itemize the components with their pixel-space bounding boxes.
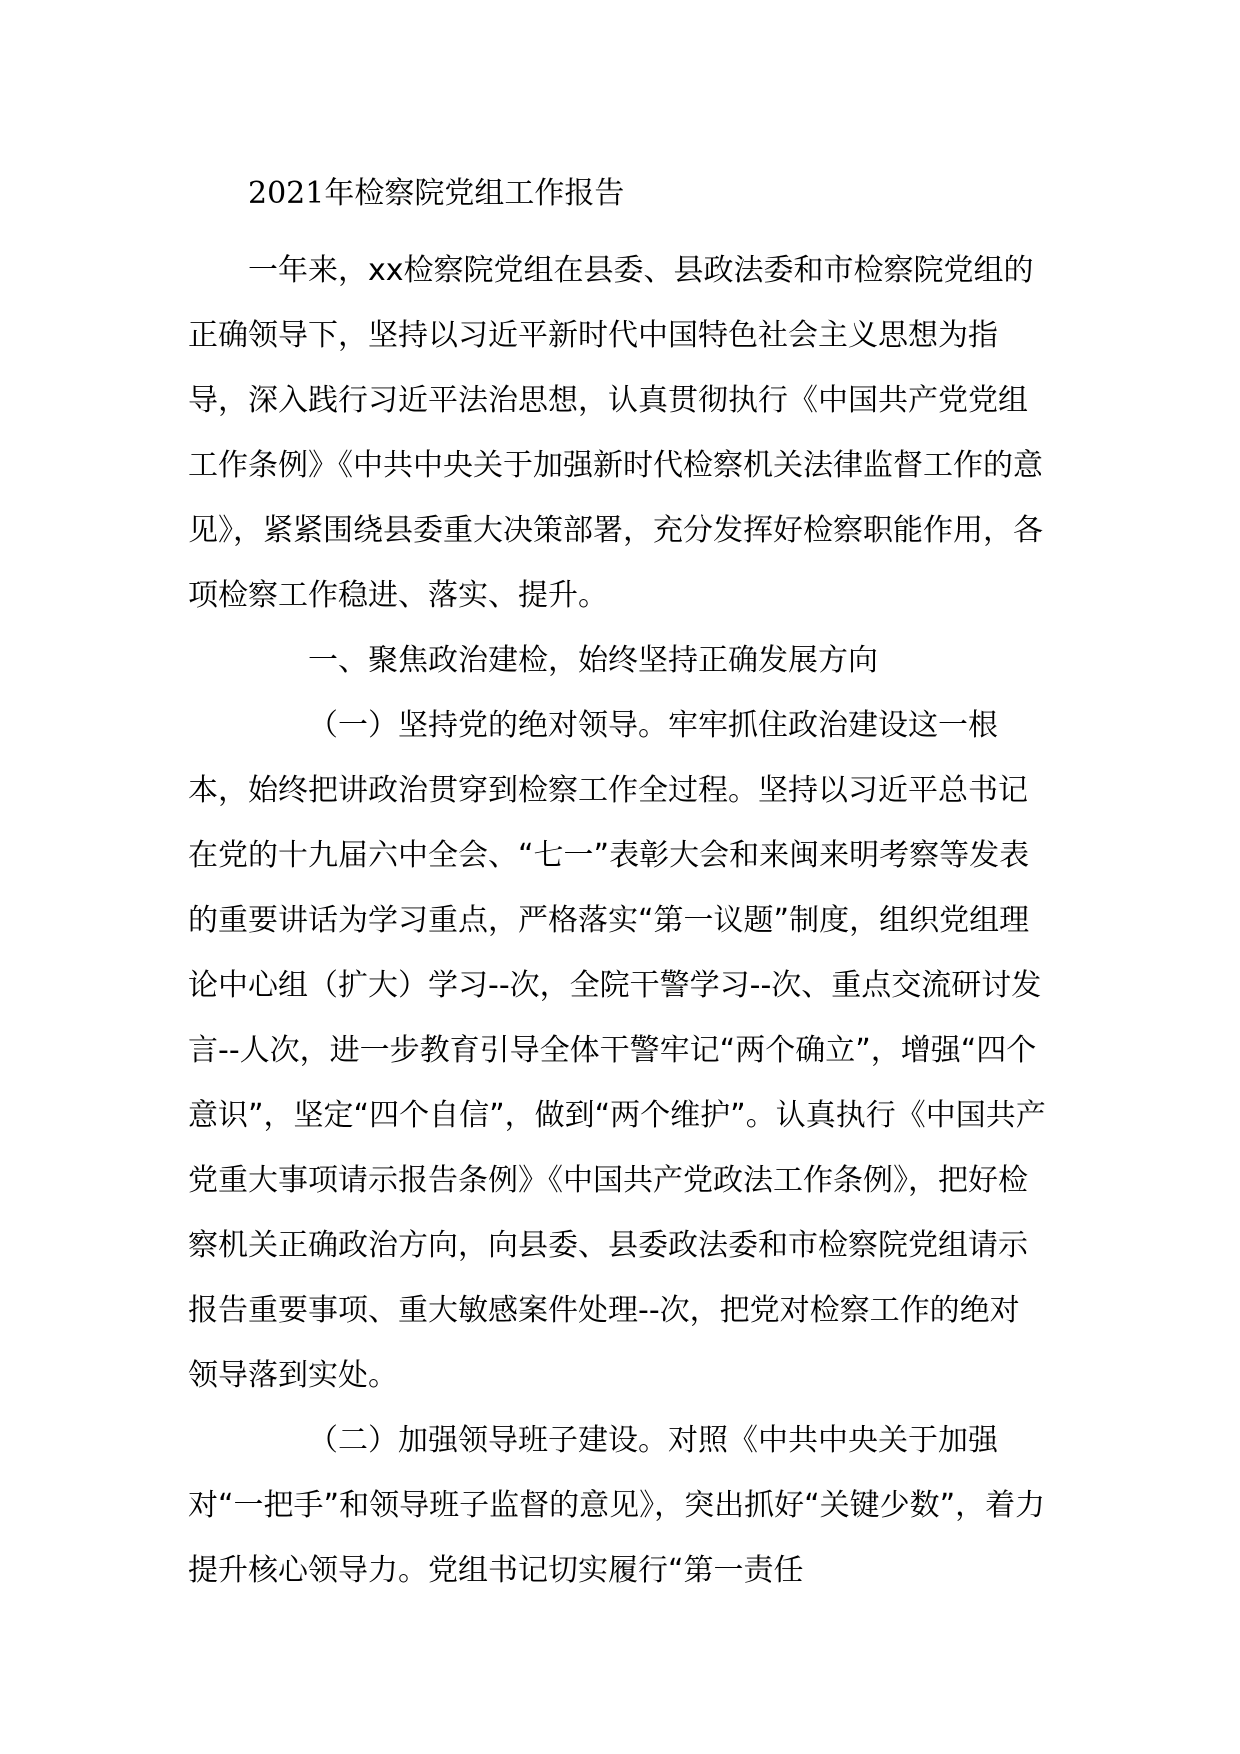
paragraph-section-1: （一）坚持党的绝对领导。牢牢抓住政治建设这一根本，始终把讲政治贯穿到检察工作全过程。坚持以习近平总书记在党的十九届六中全会、“七一”表彰大会和来闽来明考察等发表的重要讲话为学习重点，严格落实“第一议题”制度，组织党组理论中心组（扩大）学习--次，全院干警学习--次、重点交流研讨发言--人次，进一步教育引导全体干警牢记“两个确立”，增强“四个意识”，坚定“四个自信”，做到“两个维护”。认真执行《中国共产党重大事项请示报告条例》《中国共产党政法工作条例》，把好检察机关正确政治方向，向县委、县委政法委和市检察院党组请示报告重要事项、重大敏感案件处理--次，把党对检察工作的绝对领导落到实处。 [188, 708, 1046, 1393]
document-title: 2021年检察院党组工作报告 [248, 176, 625, 211]
paragraph-section-2: （二）加强领导班子建设。对照《中共中央关于加强对“一把手”和领导班子监督的意见》，突出抓好“关键少数”，着力提升核心领导力。党组书记切实履行“第一责任 [188, 1423, 1046, 1588]
document-body [188, 238, 1048, 1603]
paragraph-intro: 一年来，xx检察院党组在县委、县政法委和市检察院党组的正确领导下，坚持以习近平新时代中国特色社会主义思想为指导，深入践行习近平法治思想，认真贯彻执行《中国共产党党组工作条例》《中共中央关于加强新时代检察机关法律监督工作的意见》，紧紧围绕县委重大决策部署，充分发挥好检察职能作用，各项检察工作稳进、落实、提升。 [188, 253, 1043, 613]
section-heading: 一、聚焦政治建检，始终坚持正确发展方向 [308, 643, 878, 678]
